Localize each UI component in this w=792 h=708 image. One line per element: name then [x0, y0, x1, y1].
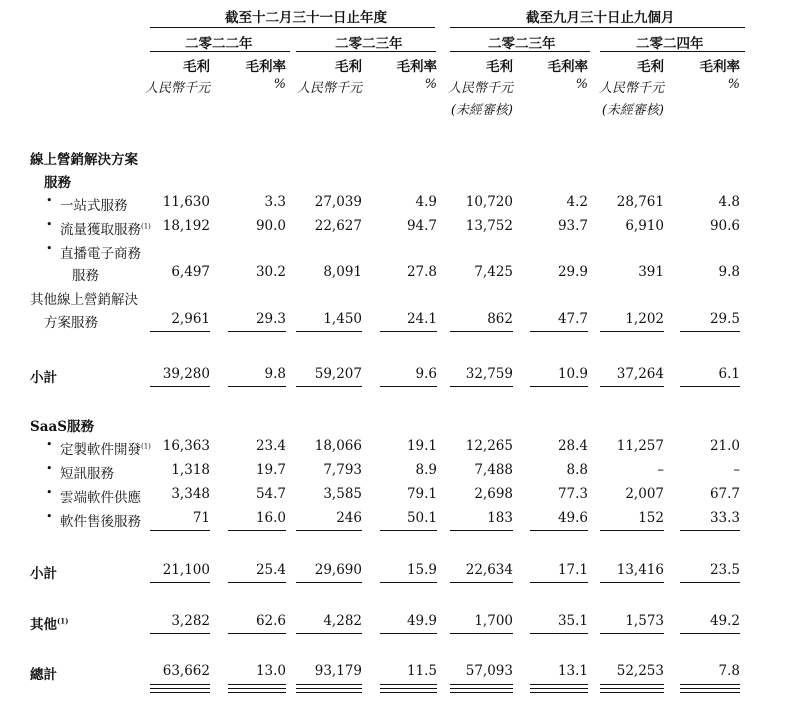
subtotal-online-cell: 39,280 — [162, 366, 210, 382]
row-other-online-cell: 2,961 — [171, 311, 210, 327]
row-after-sales-cell: 16.0 — [255, 510, 286, 526]
total-double-rule-mid — [450, 688, 513, 689]
period-nine-rule — [450, 27, 745, 28]
total-double-rule-mid — [680, 688, 740, 689]
subtotal-label-online: 小計 — [30, 370, 57, 386]
row-total-cell: 11.5 — [406, 663, 437, 679]
section-title-saas: SaaS服務 — [30, 419, 94, 435]
subtotal-rule-online — [450, 331, 513, 332]
row-traffic-acquisition-cell: 13,752 — [465, 218, 513, 234]
row-sms-cell: 7,488 — [474, 462, 513, 478]
subtotal-online-cell: 9.8 — [264, 366, 286, 382]
row-label-other-online: 其他線上營銷解決 — [30, 292, 138, 308]
row-label-cloud-software: 雲端軟件供應 — [60, 490, 141, 506]
total-double-rule-bottom — [150, 692, 210, 693]
total-double-rule-bottom — [296, 692, 362, 693]
bullet-icon: • — [46, 242, 53, 255]
row-other-online-cell: 862 — [487, 311, 513, 327]
row-others-cell: 4,282 — [323, 613, 362, 629]
subtotal-rule-saas — [228, 530, 286, 531]
subtotal-rule-online — [600, 331, 664, 332]
subtotal-online-cell: 9.6 — [415, 366, 437, 382]
row-label-other-online-cont: 方案服務 — [44, 315, 98, 331]
subtotal-rule-online — [296, 331, 362, 332]
row-traffic-acquisition-cell: 18,192 — [162, 218, 210, 234]
others-underline — [600, 633, 664, 634]
others-underline — [680, 633, 740, 634]
subtotal-underline-online — [530, 386, 588, 387]
subtotal-rule-saas — [600, 530, 664, 531]
row-after-sales-cell: 49.6 — [557, 510, 588, 526]
subtotal-rule-saas — [680, 530, 740, 531]
total-double-rule-top — [296, 684, 362, 685]
year-header-4: 二零二四年 — [636, 36, 704, 52]
subtotal-rule-saas — [150, 530, 210, 531]
others-underline — [450, 633, 513, 634]
row-one-stop-cell: 28,761 — [616, 194, 664, 210]
row-others-cell: 49.2 — [709, 613, 740, 629]
total-double-rule-bottom — [530, 692, 588, 693]
subtotal-saas-cell: 17.1 — [557, 562, 588, 578]
total-double-rule-mid — [530, 688, 588, 689]
row-cloud-software-cell: 54.7 — [255, 486, 286, 502]
subtotal-rule-online — [150, 331, 210, 332]
row-one-stop-cell: 3.3 — [264, 194, 286, 210]
subtotal-underline-saas — [530, 582, 588, 583]
row-traffic-acquisition-cell: 90.0 — [255, 218, 286, 234]
row-traffic-acquisition-cell: 6,910 — [625, 218, 664, 234]
subtotal-underline-online — [450, 386, 513, 387]
subtotal-saas-cell: 23.5 — [709, 562, 740, 578]
row-others-cell: 62.6 — [255, 613, 286, 629]
col-unaudited-note: (未經審核) — [601, 103, 664, 118]
year-rule-4 — [600, 51, 745, 52]
row-one-stop-cell: 27,039 — [314, 194, 362, 210]
subtotal-rule-online — [530, 331, 588, 332]
row-after-sales-cell: 152 — [638, 510, 664, 526]
row-traffic-acquisition-cell: 22,627 — [314, 218, 362, 234]
row-other-online-cell: 29.3 — [255, 311, 286, 327]
row-traffic-acquisition-cell: 90.6 — [709, 218, 740, 234]
col-unit-pct: % — [424, 77, 437, 92]
year-rule-3 — [450, 51, 590, 52]
subtotal-underline-saas — [296, 582, 362, 583]
row-live-ecommerce-cell: 9.8 — [718, 264, 740, 280]
row-custom-software-cell: 19.1 — [406, 438, 437, 454]
col-unit-rmb: 人民幣千元 — [447, 81, 513, 96]
total-double-rule-mid — [296, 688, 362, 689]
col-unit-rmb: 人民幣千元 — [598, 81, 664, 96]
total-double-rule-mid — [228, 688, 286, 689]
row-live-ecommerce-cell: 8,091 — [323, 264, 362, 280]
subtotal-underline-online — [228, 386, 286, 387]
row-live-ecommerce-cell: 7,425 — [474, 264, 513, 280]
subtotal-saas-cell: 13,416 — [616, 562, 664, 578]
others-underline — [380, 633, 437, 634]
row-label-after-sales: 軟件售後服務 — [60, 514, 141, 530]
col-header-margin: 毛利率 — [699, 59, 740, 75]
row-after-sales-cell: 33.3 — [709, 510, 740, 526]
period-annual-rule — [150, 27, 435, 28]
row-custom-software-cell: 11,257 — [616, 438, 664, 454]
total-double-rule-top — [450, 684, 513, 685]
row-cloud-software-cell: 2,007 — [625, 486, 664, 502]
row-other-online-cell: 24.1 — [406, 311, 437, 327]
total-double-rule-top — [380, 684, 437, 685]
row-label-traffic-acquisition: 流量獲取服務$^{(1)}$ — [60, 222, 151, 238]
total-label: 總計 — [30, 667, 57, 683]
bullet-icon: • — [46, 438, 53, 451]
subtotal-saas-cell: 15.9 — [406, 562, 437, 578]
year-rule-1 — [150, 51, 290, 52]
row-cloud-software-cell: 2,698 — [474, 486, 513, 502]
row-others-cell: 35.1 — [557, 613, 588, 629]
row-cloud-software-cell: 3,348 — [171, 486, 210, 502]
subtotal-underline-saas — [450, 582, 513, 583]
subtotal-underline-online — [680, 386, 740, 387]
bullet-icon: • — [46, 194, 53, 207]
total-double-rule-bottom — [228, 692, 286, 693]
row-total-cell: 7.8 — [718, 663, 740, 679]
subtotal-saas-cell: 21,100 — [162, 562, 210, 578]
col-header-margin: 毛利率 — [547, 59, 588, 75]
row-one-stop-cell: 11,630 — [162, 194, 210, 210]
subtotal-online-cell: 32,759 — [465, 366, 513, 382]
row-other-online-cell: 1,450 — [323, 311, 362, 327]
total-double-rule-top — [600, 684, 664, 685]
others-underline — [296, 633, 362, 634]
subtotal-online-cell: 10.9 — [557, 366, 588, 382]
subtotal-rule-saas — [530, 530, 588, 531]
row-sms-cell: 1,318 — [171, 462, 210, 478]
row-others-cell: 49.9 — [406, 613, 437, 629]
row-others-cell: 3,282 — [171, 613, 210, 629]
subtotal-online-cell: 6.1 — [718, 366, 740, 382]
row-sms-cell: 8.8 — [566, 462, 588, 478]
row-custom-software-cell: 21.0 — [709, 438, 740, 454]
section-title-online-marketing: 線上營銷解決方案 — [30, 152, 138, 168]
row-label-custom-software: 定製軟件開發$^{(1)}$ — [60, 442, 151, 458]
row-custom-software-cell: 23.4 — [255, 438, 286, 454]
col-unit-pct: % — [575, 77, 588, 92]
row-one-stop-cell: 10,720 — [465, 194, 513, 210]
row-other-online-cell: 1,202 — [625, 311, 664, 327]
row-live-ecommerce-cell: 30.2 — [255, 264, 286, 280]
others-underline — [150, 633, 210, 634]
row-total-cell: 13.0 — [255, 663, 286, 679]
row-after-sales-cell: 50.1 — [406, 510, 437, 526]
row-sms-cell: – — [733, 462, 740, 478]
subtotal-rule-online — [380, 331, 437, 332]
total-double-rule-top — [150, 684, 210, 685]
row-sms-cell: 7,793 — [323, 462, 362, 478]
row-total-cell: 13.1 — [557, 663, 588, 679]
subtotal-saas-cell: 25.4 — [255, 562, 286, 578]
subtotal-underline-online — [296, 386, 362, 387]
total-double-rule-mid — [150, 688, 210, 689]
row-sms-cell: 8.9 — [415, 462, 437, 478]
row-live-ecommerce-cell: 391 — [638, 264, 664, 280]
total-double-rule-bottom — [680, 692, 740, 693]
subtotal-underline-saas — [228, 582, 286, 583]
col-header-profit: 毛利 — [335, 59, 362, 75]
col-header-margin: 毛利率 — [245, 59, 286, 75]
subtotal-saas-cell: 29,690 — [314, 562, 362, 578]
col-header-profit: 毛利 — [637, 59, 664, 75]
year-header-1: 二零二二年 — [185, 36, 253, 52]
section-subtitle-services: 服務 — [44, 175, 71, 191]
total-double-rule-mid — [600, 688, 664, 689]
row-after-sales-cell: 246 — [336, 510, 362, 526]
row-total-cell: 93,179 — [314, 663, 362, 679]
col-header-profit: 毛利 — [486, 59, 513, 75]
bullet-icon: • — [46, 462, 53, 475]
row-total-cell: 52,253 — [616, 663, 664, 679]
col-unit-pct: % — [273, 77, 286, 92]
total-double-rule-bottom — [380, 692, 437, 693]
row-after-sales-cell: 71 — [192, 510, 210, 526]
row-cloud-software-cell: 79.1 — [406, 486, 437, 502]
row-others-cell: 1,700 — [474, 613, 513, 629]
row-live-ecommerce-cell: 6,497 — [171, 264, 210, 280]
subtotal-online-cell: 37,264 — [616, 366, 664, 382]
col-unit-rmb: 人民幣千元 — [296, 81, 362, 96]
row-other-online-cell: 29.5 — [709, 311, 740, 327]
row-total-cell: 63,662 — [162, 663, 210, 679]
year-header-3: 二零二三年 — [488, 36, 556, 52]
row-one-stop-cell: 4.2 — [566, 194, 588, 210]
total-double-rule-bottom — [450, 692, 513, 693]
others-underline — [228, 633, 286, 634]
bullet-icon: • — [46, 486, 53, 499]
row-label-live-ecommerce: 直播電子商務 — [60, 246, 141, 262]
col-header-profit: 毛利 — [183, 59, 210, 75]
row-custom-software-cell: 16,363 — [162, 438, 210, 454]
row-sms-cell: 19.7 — [255, 462, 286, 478]
subtotal-label-saas: 小計 — [30, 566, 57, 582]
year-rule-2 — [296, 51, 436, 52]
col-header-margin: 毛利率 — [396, 59, 437, 75]
others-underline — [530, 633, 588, 634]
row-label-one-stop: 一站式服務 — [60, 198, 128, 214]
year-header-2: 二零二三年 — [335, 36, 403, 52]
row-label-sms: 短訊服務 — [60, 466, 114, 482]
subtotal-underline-online — [600, 386, 664, 387]
bullet-icon: • — [46, 218, 53, 231]
subtotal-saas-cell: 22,634 — [465, 562, 513, 578]
row-total-cell: 57,093 — [465, 663, 513, 679]
row-custom-software-cell: 12,265 — [465, 438, 513, 454]
col-unit-rmb: 人民幣千元 — [144, 81, 210, 96]
row-label-live-ecommerce-cont: 服務 — [72, 268, 99, 284]
subtotal-online-cell: 59,207 — [314, 366, 362, 382]
subtotal-underline-saas — [600, 582, 664, 583]
row-live-ecommerce-cell: 27.8 — [406, 264, 437, 280]
row-other-online-cell: 47.7 — [557, 311, 588, 327]
total-double-rule-top — [680, 684, 740, 685]
row-cloud-software-cell: 67.7 — [709, 486, 740, 502]
col-unit-pct: % — [727, 77, 740, 92]
others-label: 其他$^{(1)}$ — [30, 616, 69, 633]
row-after-sales-cell: 183 — [487, 510, 513, 526]
subtotal-underline-online — [150, 386, 210, 387]
total-double-rule-mid — [380, 688, 437, 689]
subtotal-rule-saas — [450, 530, 513, 531]
row-one-stop-cell: 4.8 — [718, 194, 740, 210]
bullet-icon: • — [46, 510, 53, 523]
subtotal-rule-online — [680, 331, 740, 332]
total-double-rule-top — [228, 684, 286, 685]
total-double-rule-top — [530, 684, 588, 685]
period-nine-months-header: 截至九月三十日止九個月 — [526, 10, 675, 26]
row-cloud-software-cell: 77.3 — [557, 486, 588, 502]
row-custom-software-cell: 28.4 — [557, 438, 588, 454]
subtotal-underline-saas — [150, 582, 210, 583]
subtotal-underline-online — [380, 386, 437, 387]
row-cloud-software-cell: 3,585 — [323, 486, 362, 502]
row-one-stop-cell: 4.9 — [415, 194, 437, 210]
period-annual-header: 截至十二月三十一日止年度 — [225, 10, 387, 26]
subtotal-underline-saas — [680, 582, 740, 583]
row-others-cell: 1,573 — [625, 613, 664, 629]
subtotal-rule-saas — [296, 530, 362, 531]
row-sms-cell: – — [657, 462, 664, 478]
row-custom-software-cell: 18,066 — [314, 438, 362, 454]
row-traffic-acquisition-cell: 94.7 — [406, 218, 437, 234]
total-double-rule-bottom — [600, 692, 664, 693]
row-traffic-acquisition-cell: 93.7 — [557, 218, 588, 234]
subtotal-rule-saas — [380, 530, 437, 531]
subtotal-rule-online — [228, 331, 286, 332]
row-live-ecommerce-cell: 29.9 — [557, 264, 588, 280]
subtotal-underline-saas — [380, 582, 437, 583]
col-unaudited-note: (未經審核) — [450, 103, 513, 118]
